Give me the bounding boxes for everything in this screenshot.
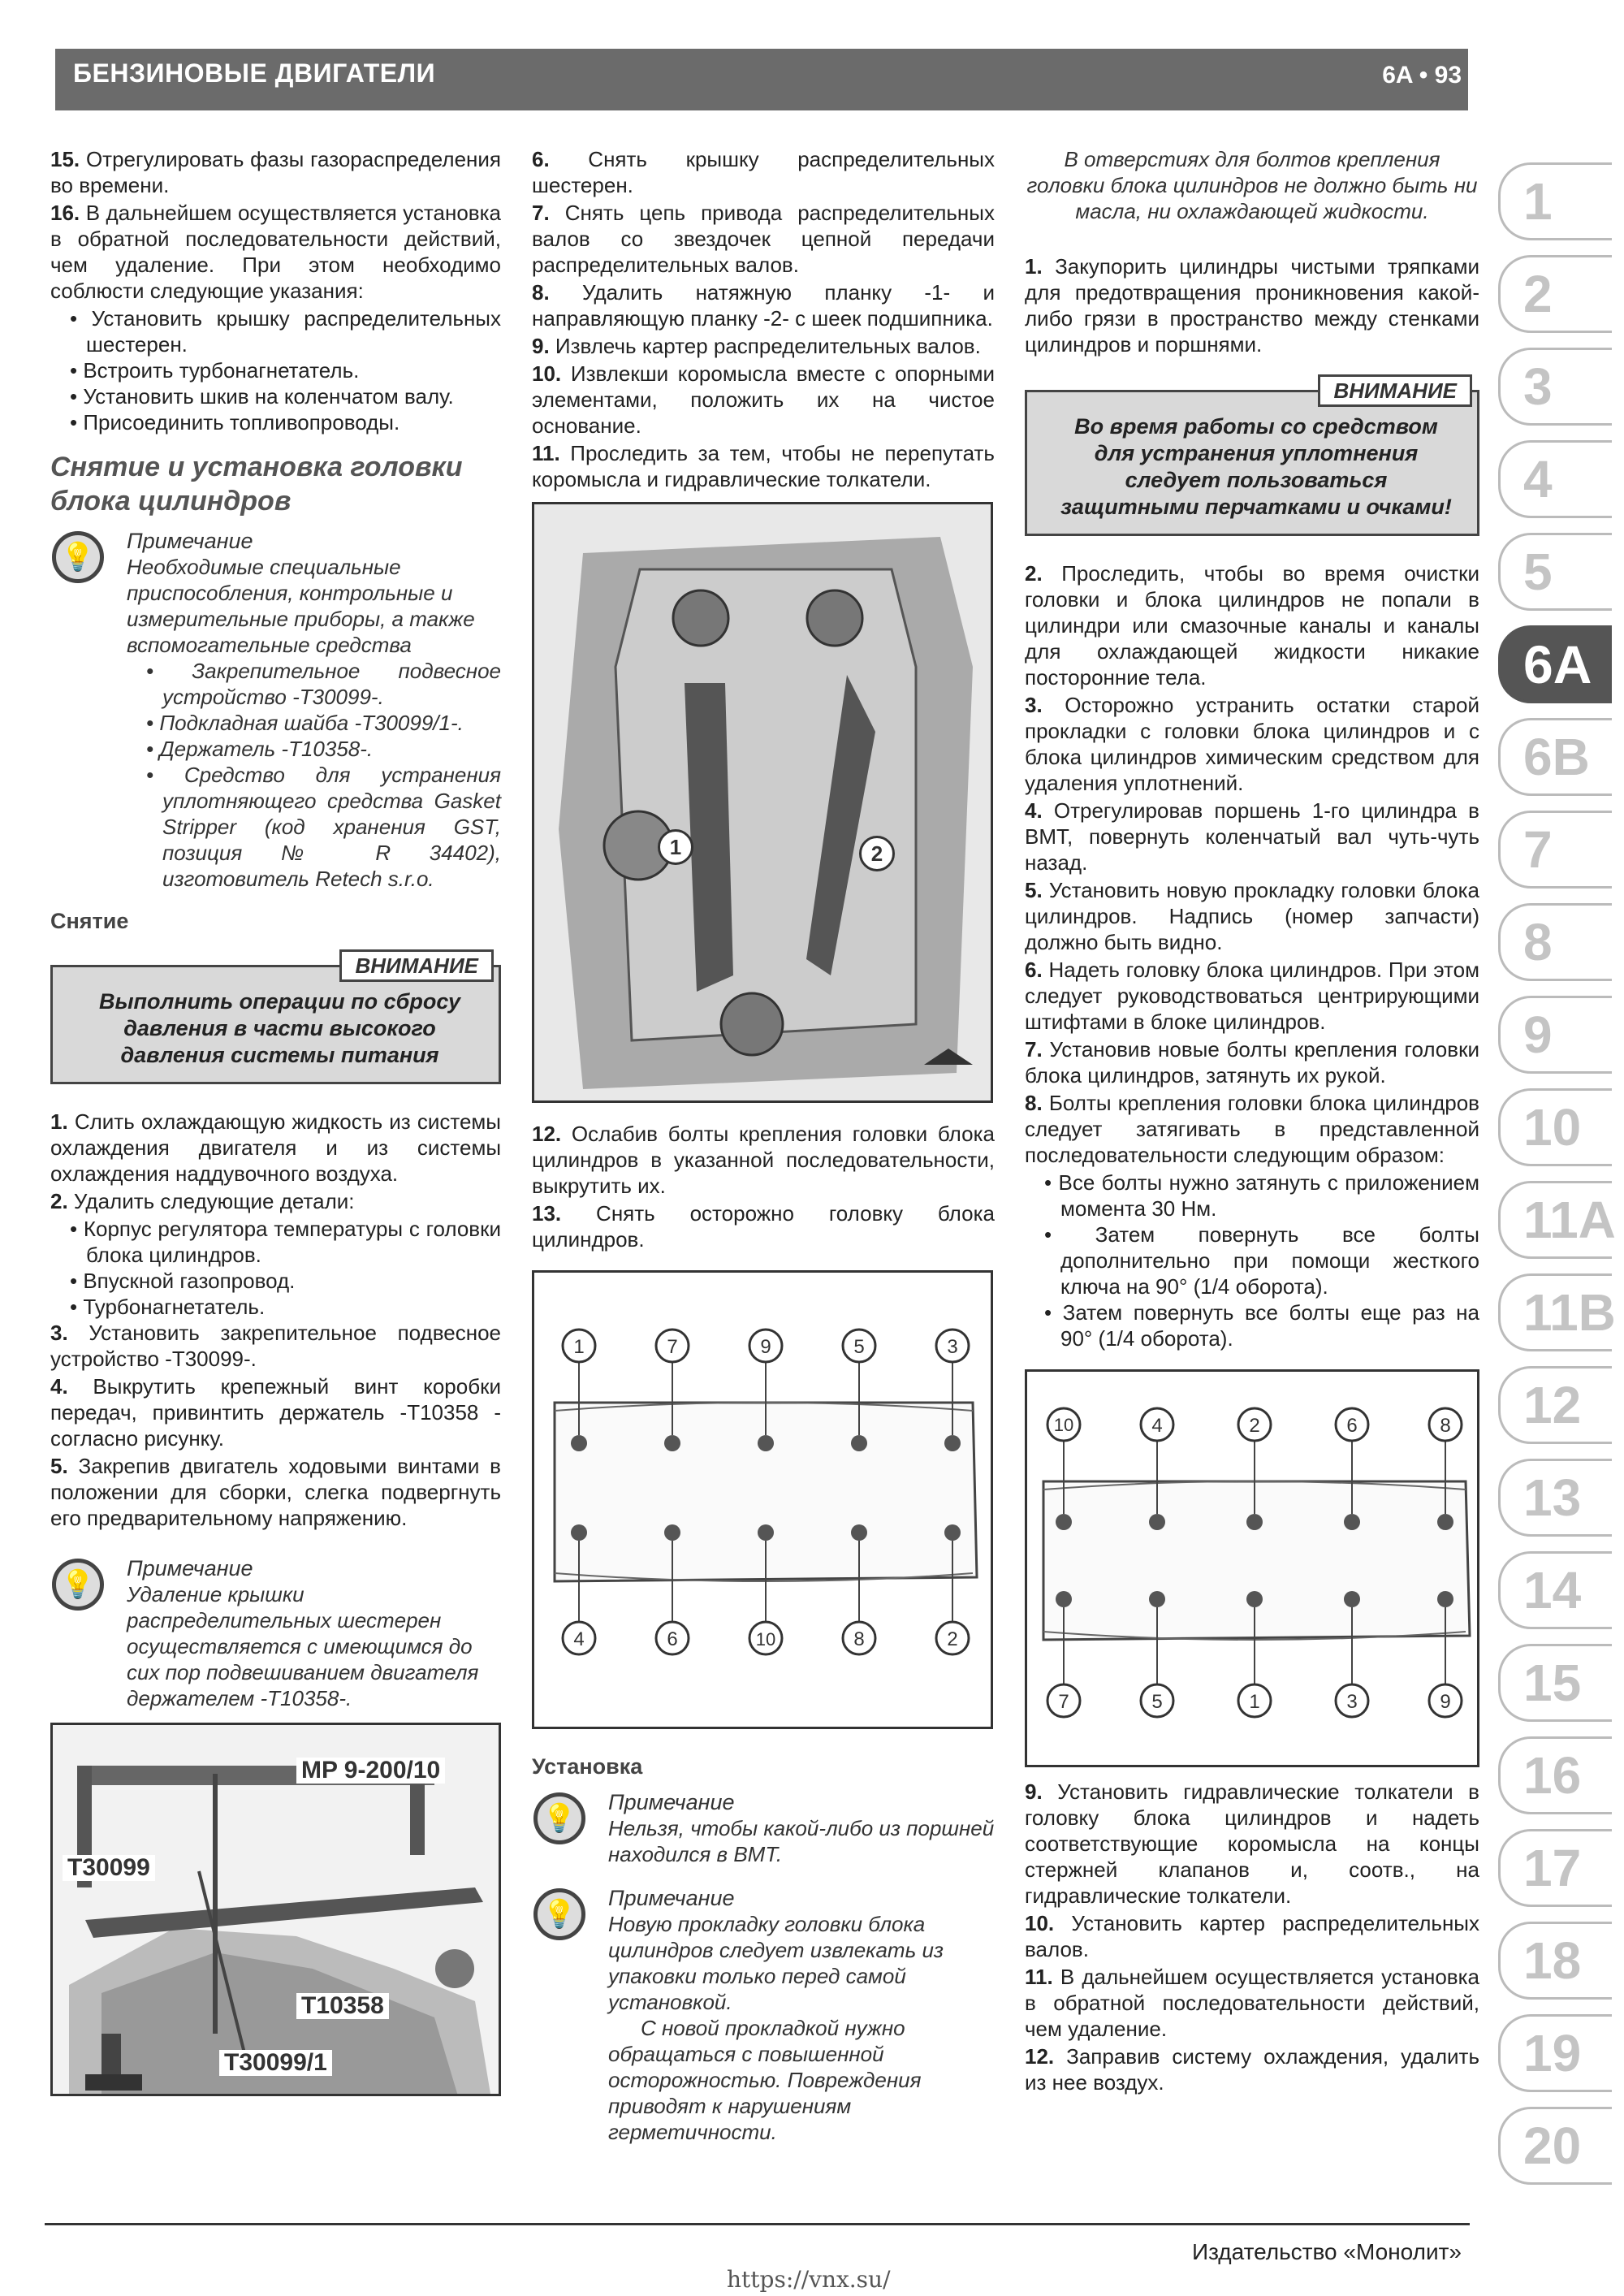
step-7: 7. Снять цепь привода распределительных валов со звездочек цепной передачи распределительных валов.: [532, 201, 995, 277]
cylinder-head-outline: [534, 1273, 993, 1729]
warning-tag: ВНИМАНИЕ: [339, 949, 494, 982]
tab-chapter-8[interactable]: 8: [1498, 903, 1612, 981]
step-10: 10. Извлекши коромысла вместе с опорными элементами, положить их на чистое основание.: [532, 361, 995, 438]
bolt-label: 1: [1249, 1691, 1260, 1713]
list-item: • Корпус регулятора температуры с головки блока цилиндров.: [50, 1216, 501, 1268]
step-11: 11. Проследить за тем, чтобы не перепутать коромысла и гидравлические толкатели.: [532, 441, 995, 491]
step-6: 6. Надеть головку блока цилиндров. При этом следует руководствоваться центрирующими штифтами в блоке цилиндров.: [1025, 958, 1479, 1034]
bolt-label: 6: [667, 1628, 678, 1650]
tab-chapter-10[interactable]: 10: [1498, 1088, 1612, 1166]
bolt-label: 6: [1346, 1415, 1358, 1437]
tab-chapter-1[interactable]: 1: [1498, 162, 1612, 240]
warning-tag: ВНИМАНИЕ: [1318, 374, 1472, 407]
step-4: 4. Выкрутить крепежный винт коробки передач, привинтить держатель -T10358 - согласно рисунку.: [50, 1374, 501, 1451]
note-title: Примечание: [608, 1790, 735, 1814]
tighten-sequence-figure: [1025, 1369, 1479, 1767]
step-2: 2. Удалить следующие детали:: [50, 1189, 355, 1213]
warning-box: [50, 953, 501, 1084]
tab-chapter-15[interactable]: 15: [1498, 1644, 1612, 1722]
step-8: 8. Болты крепления головки блока цилиндров следует затягивать в представленной последовательности следующим образом:: [1025, 1091, 1479, 1167]
column-left: [50, 146, 501, 2096]
tab-chapter-12[interactable]: 12: [1498, 1366, 1612, 1444]
bolt-label: 9: [1440, 1691, 1451, 1713]
note-text: Нельзя, чтобы какой-либо из поршней находился в ВМТ.: [608, 1816, 995, 1866]
label-t30099: T30099: [63, 1855, 155, 1881]
list-item: • Средство для устранения уплотняющего средства Gasket Stripper (код хранения GST, позиция № R 34402), изготовитель Retech s.r.o.: [127, 762, 501, 892]
tab-chapter-19[interactable]: 19: [1498, 2014, 1612, 2092]
list-item: • Подкладная шайба -T30099/1-.: [127, 710, 501, 736]
tab-chapter-14[interactable]: 14: [1498, 1551, 1612, 1629]
note-hanger: [50, 1555, 501, 1711]
list-item: • Впускной газопровод.: [50, 1268, 501, 1294]
intro-note: В отверстиях для болтов крепления головки блока цилиндров не должно быть ни масла, ни охлаждающей жидкости.: [1026, 147, 1478, 223]
tab-chapter-20[interactable]: 20: [1498, 2107, 1612, 2185]
label-guide-2: 2: [859, 836, 895, 871]
note-text: Удаление крышки распределительных шестерен осуществляется с имеющимся до сих пор подвешиванием двигателя держателем -T10358-.: [127, 1582, 479, 1710]
note-gasket: [532, 1885, 995, 2145]
step-11: 11. В дальнейшем осуществляется установка в обратной последовательности действий, чем удаление.: [1025, 1965, 1479, 2041]
list-item: • Все болты нужно затянуть с приложением момента 30 Нм.: [1025, 1170, 1479, 1222]
tab-chapter-7[interactable]: 7: [1498, 811, 1612, 889]
column-middle: [532, 146, 995, 2156]
section-title: Снятие и установка головки блока цилиндров: [50, 452, 463, 517]
step-16: 16. В дальнейшем осуществляется установка в обратной последовательности действий, чем удаление. При этом необходимо соблюсти следующие указания:: [50, 201, 501, 303]
publisher-name: Издательство «Монолит»: [1191, 2239, 1462, 2264]
tab-chapter-9[interactable]: 9: [1498, 996, 1612, 1074]
list-item: • Затем повернуть все болты дополнительно при помощи жесткого ключа на 90° (1/4 оборота).: [1025, 1222, 1479, 1299]
lightbulb-icon: 💡: [52, 531, 104, 583]
tab-chapter-6a[interactable]: 6A: [1498, 625, 1612, 703]
list-item: • Присоединить топливопроводы.: [50, 409, 501, 435]
bolt-label: 9: [760, 1336, 771, 1358]
step-12: 12. Заправив систему охлаждения, удалить из нее воздух.: [1025, 2044, 1479, 2095]
list-item: • Турбонагнетатель.: [50, 1294, 501, 1320]
tab-chapter-2[interactable]: 2: [1498, 255, 1612, 333]
bolt-label: 3: [947, 1336, 958, 1358]
step-3: 3. Осторожно устранить остатки старой прокладки с головки блока цилиндров и с блока цилиндров химическим средством для удаления уплотнений.: [1025, 693, 1479, 795]
bolt-label: 5: [1151, 1691, 1163, 1713]
engine-figure: [532, 502, 993, 1103]
step-7: 7. Установив новые болты крепления головки блока цилиндров, затянуть их рукой.: [1025, 1037, 1479, 1087]
step-4: 4. Отрегулировав поршень 1-го цилиндра в ВМТ, повернуть коленчатый вал чуть-чуть назад.: [1025, 798, 1479, 875]
label-mp-9-200-10: MP 9-200/10: [296, 1758, 445, 1784]
step-1: 1. Слить охлаждающую жидкость из системы охлаждения двигателя и из системы охлаждения наддувочного воздуха.: [50, 1109, 501, 1186]
list-item: • Установить крышку распределительных шестерен.: [50, 305, 501, 357]
bolt-label: 10: [755, 1629, 776, 1650]
bolt-label: 8: [1440, 1415, 1451, 1437]
bolt-label: 4: [573, 1628, 585, 1650]
lightbulb-icon: 💡: [533, 1792, 585, 1844]
footer-url[interactable]: https://vnx.su/: [727, 2266, 891, 2293]
lightbulb-icon: 💡: [52, 1559, 104, 1611]
bolt-label: 10: [1053, 1415, 1074, 1435]
step-6: 6. Снять крышку распределительных шестерен.: [532, 147, 995, 197]
bolt-label: 4: [1151, 1415, 1163, 1437]
engine-illustration: [534, 504, 993, 1103]
tab-chapter-6b[interactable]: 6B: [1498, 718, 1612, 796]
tab-chapter-5[interactable]: 5: [1498, 533, 1612, 611]
step-12: 12. Ослабив болты крепления головки блока цилиндров в указанной последовательности, выкрутить их.: [532, 1122, 995, 1198]
lightbulb-icon: 💡: [533, 1888, 585, 1940]
note-title: Примечание: [127, 529, 253, 553]
label-t30099-1: T30099/1: [219, 2050, 332, 2076]
warning-box: [1025, 378, 1479, 536]
step-1: 1. Закупорить цилиндры чистыми тряпками для предотвращения проникновения какой-либо грязи в пространство между стенками цилиндров и поршнями.: [1025, 254, 1479, 357]
note-text: Необходимые специальные приспособления, контрольные и измерительные приборы, а также вспомогательные средства: [127, 555, 475, 657]
bolt-label: 3: [1346, 1691, 1358, 1713]
page-number: 6A • 93: [1382, 62, 1462, 89]
step-3: 3. Установить закрепительное подвесное устройство -T30099-.: [50, 1321, 501, 1371]
list-item: • Держатель -T10358-.: [127, 736, 501, 762]
bolt-label: 8: [853, 1628, 865, 1650]
column-right: [1025, 146, 1479, 2097]
removal-title: Снятие: [50, 909, 129, 933]
install-title: Установка: [532, 1754, 643, 1779]
bolt-label: 7: [667, 1336, 678, 1358]
note-tdc: [532, 1789, 995, 1867]
list-item: • Закрепительное подвесное устройство -T30099-.: [127, 658, 501, 710]
step-2: 2. Проследить, чтобы во время очистки головки и блока цилиндров не попали в цилиндри или смазочные каналы и каналы для охлаждающей жидкости никакие посторонние тела.: [1025, 561, 1479, 690]
label-t10358: T10358: [296, 1993, 389, 2019]
step-13: 13. Снять осторожно головку блока цилиндров.: [532, 1201, 995, 1252]
step-9: 9. Извлечь картер распределительных валов.: [532, 334, 981, 358]
step-8: 8. Удалить натяжную планку -1- и направляющую планку -2- с шеек подшипника.: [532, 280, 995, 331]
label-tensioner-1: 1: [658, 829, 693, 865]
step-10: 10. Установить картер распределительных валов.: [1025, 1911, 1479, 1961]
bolt-label: 7: [1058, 1691, 1069, 1713]
bolt-label: 2: [1249, 1415, 1260, 1437]
note-title: Примечание: [127, 1556, 253, 1580]
tab-chapter-11a[interactable]: 11A: [1498, 1181, 1612, 1259]
bolt-label: 2: [947, 1628, 958, 1650]
tab-chapter-3[interactable]: 3: [1498, 348, 1612, 426]
tab-chapter-13[interactable]: 13: [1498, 1459, 1612, 1537]
note-text: Новую прокладку головки блока цилиндров следует извлекать из упаковки только перед самой установкой.: [608, 1912, 944, 2014]
list-item: • Установить шкив на коленчатом валу.: [50, 383, 501, 409]
warning-text: Во время работы со средством для устранения уплотнения следует пользоваться защитными перчатками и очками!: [1060, 414, 1452, 519]
note-tools: [50, 528, 501, 892]
tab-chapter-4[interactable]: 4: [1498, 440, 1612, 518]
loosen-sequence-figure: [532, 1270, 993, 1729]
note-text-2: С новой прокладкой нужно обращаться с повышенной осторожностью. Повреждения приводят к нарушениям герметичности.: [608, 2016, 922, 2144]
tab-chapter-16[interactable]: 16: [1498, 1736, 1612, 1814]
list-item: • Встроить турбонагнетатель.: [50, 357, 501, 383]
note-title: Примечание: [608, 1886, 735, 1910]
step-9: 9. Установить гидравлические толкатели в головку блока цилиндров и надеть соответствующие коромысла на концы стержней клапанов и, соотв., на гидравлические толкатели.: [1025, 1779, 1479, 1908]
bolt-label: 5: [853, 1336, 865, 1358]
section-header-title: БЕНЗИНОВЫЕ ДВИГАТЕЛИ: [73, 58, 436, 88]
tab-chapter-17[interactable]: 17: [1498, 1829, 1612, 1907]
tab-chapter-11b[interactable]: 11B: [1498, 1273, 1612, 1351]
list-item: • Затем повернуть все болты еще раз на 90° (1/4 оборота).: [1025, 1299, 1479, 1351]
step-5: 5. Закрепив двигатель ходовыми винтами в положении для сборки, слегка подвергнуть его предварительному напряжению.: [50, 1454, 501, 1530]
warning-text: Выполнить операции по сбросу давления в части высокого давления системы питания: [99, 989, 460, 1067]
bolt-label: 1: [573, 1336, 585, 1358]
hanger-figure: [50, 1723, 501, 2096]
step-5: 5. Установить новую прокладку головки блока цилиндров. Надпись (номер запчасти) должно быть видно.: [1025, 878, 1479, 954]
step-15: 15. Отрегулировать фазы газораспределения во времени.: [50, 147, 501, 197]
cylinder-head-outline: [1027, 1372, 1479, 1767]
tab-chapter-18[interactable]: 18: [1498, 1922, 1612, 2000]
footer-divider: [45, 2223, 1470, 2225]
